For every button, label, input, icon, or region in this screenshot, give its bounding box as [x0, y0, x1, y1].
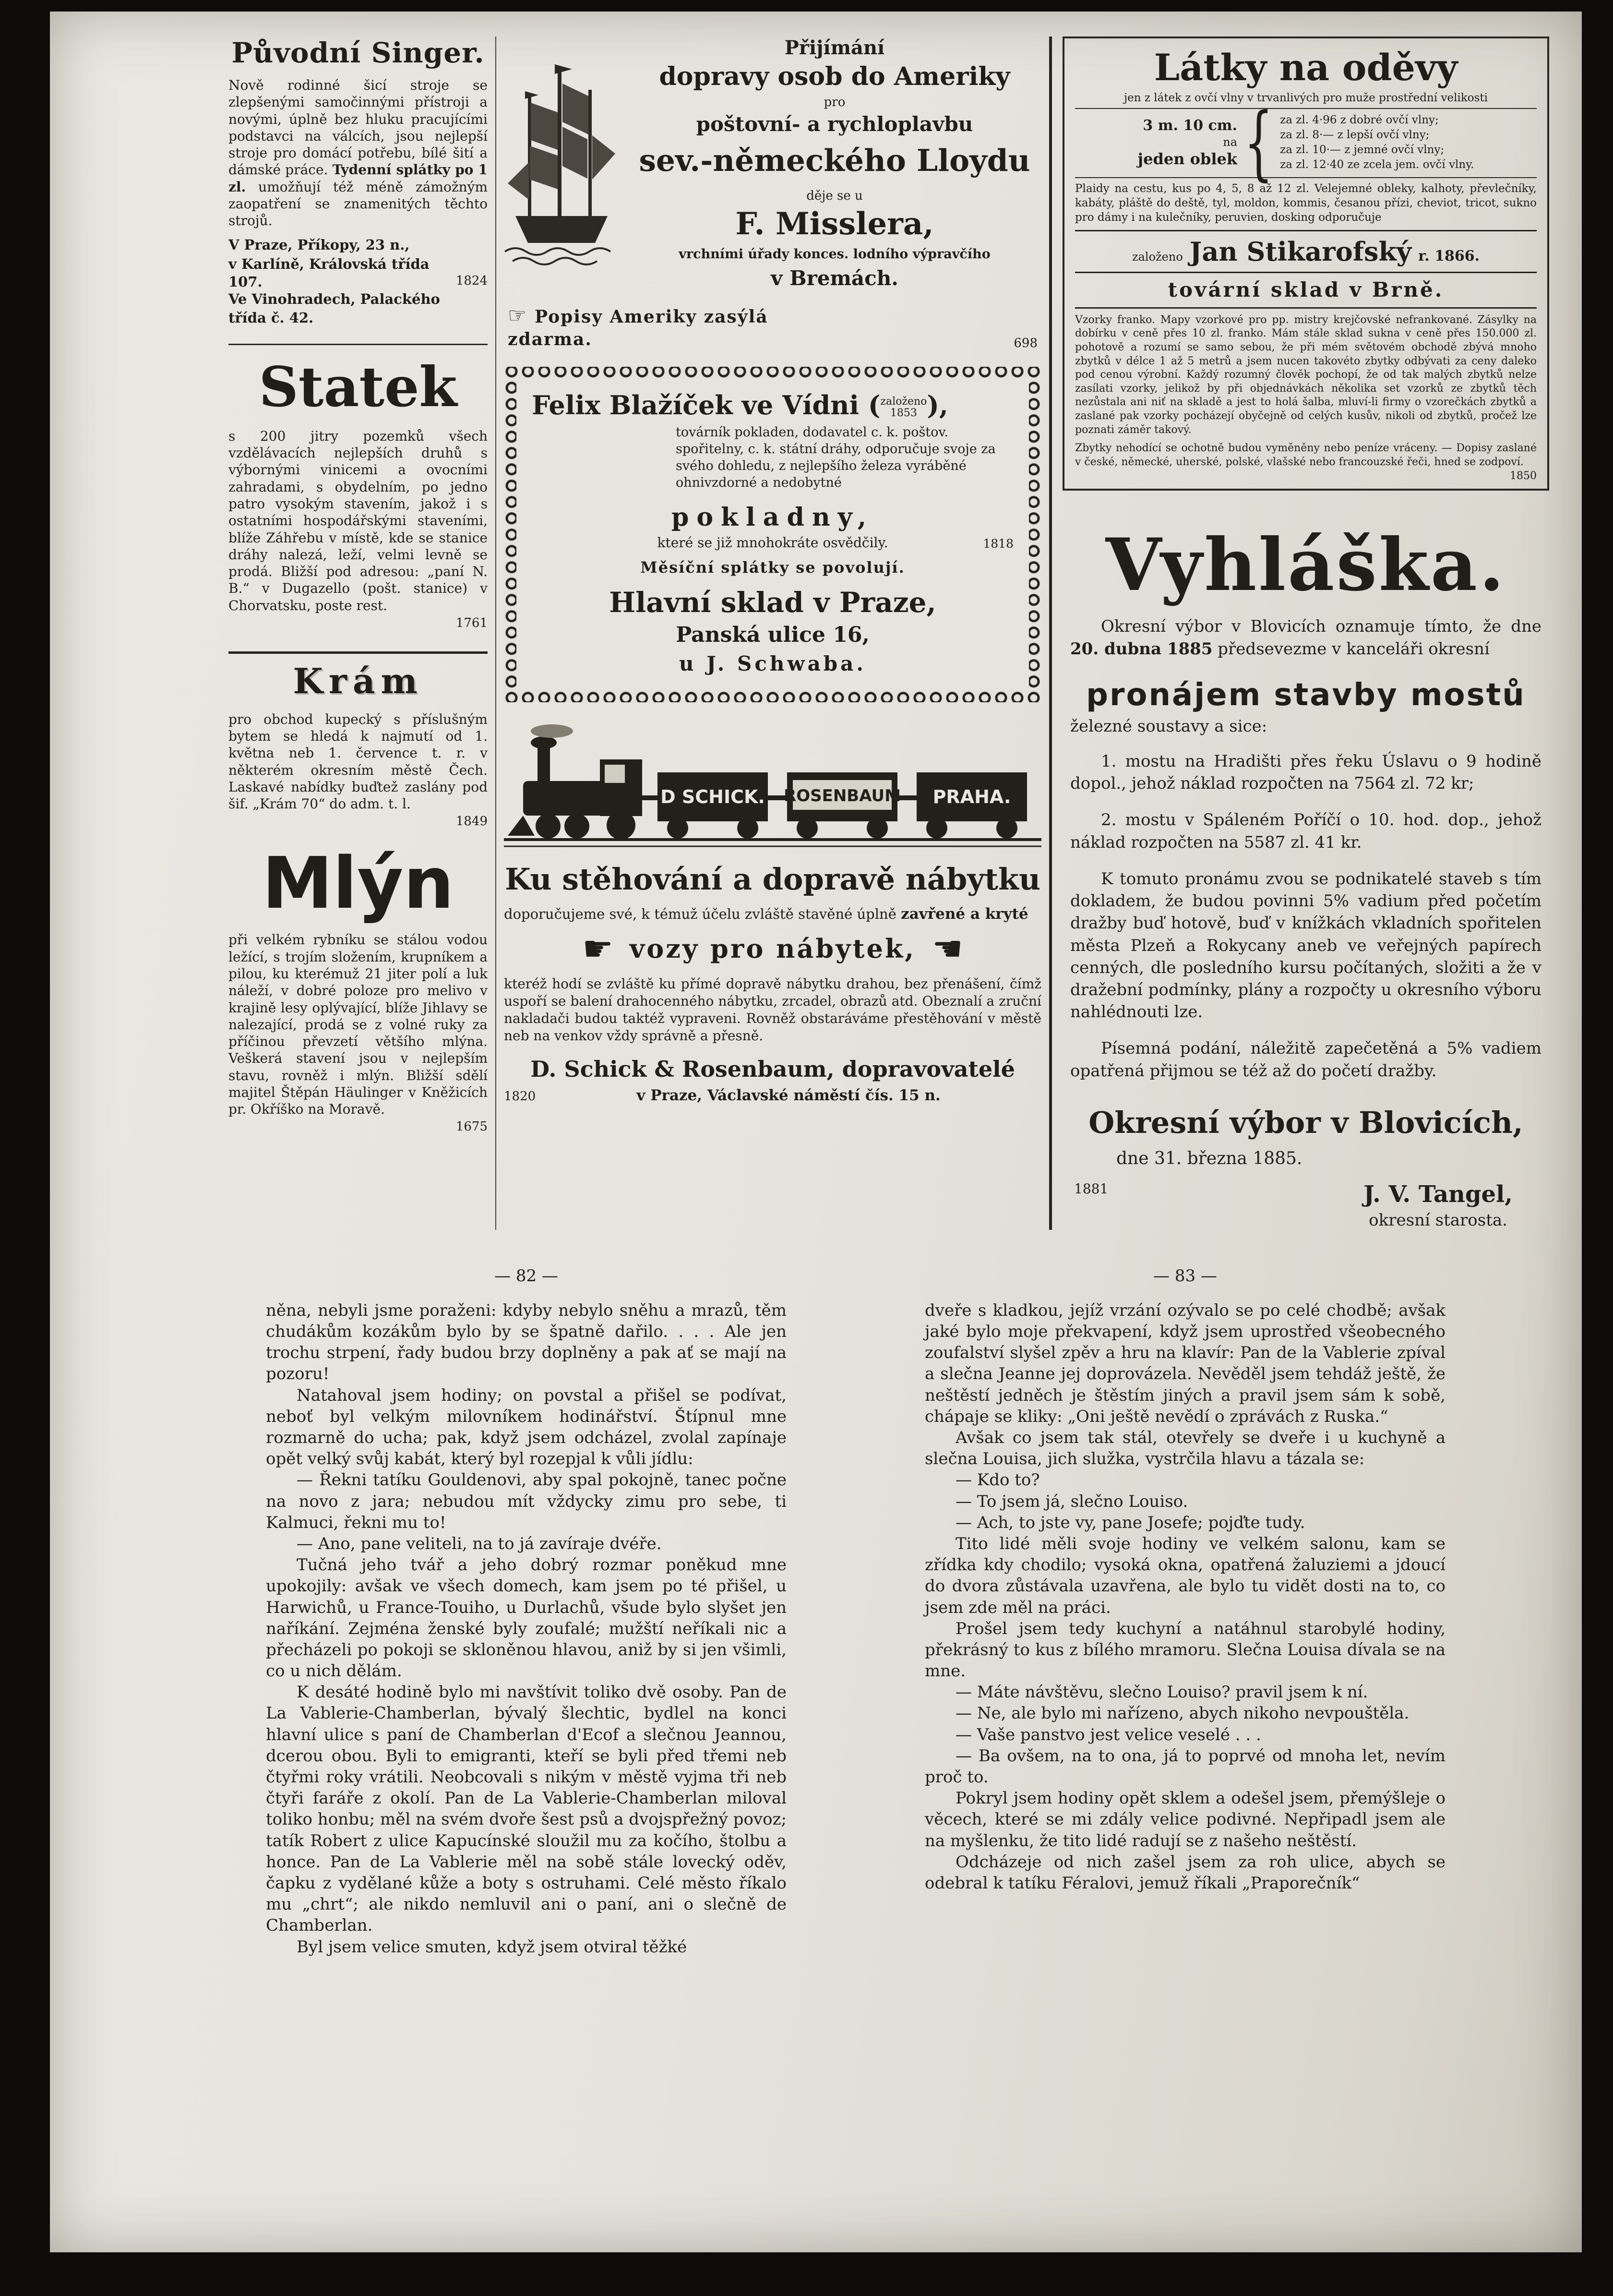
novel-paragraph: Tučná jeho tvář a jeho dobrý rozmar poněkud mne upokojily: avšak ve všech domech, kam jsem po té přišel, u Harwichů, u France-Touiho, u Durlachů, všude bylo slyšet jen naříkání. Zejména ženské byly zoufalé; mužští neříkali nic a přecházeli po pokoji se skloněnou hlavou, aniž by si jen všimli, co u nich dělám. — [266, 1555, 787, 1681]
ad-singer-addr3: Ve Vinohradech, Palackého — [228, 290, 440, 307]
notice-line: železné soustavy a sice: — [1070, 716, 1267, 736]
ad-latky-founder-row — [1075, 230, 1537, 273]
notice-subtitle: pronájem stavby mostů — [1086, 677, 1526, 713]
ad-statek — [228, 354, 488, 630]
ad-schick-addr-row — [504, 1087, 1041, 1104]
ad-latky-price-list — [1280, 113, 1474, 172]
ad-blazicek-founded-word: založeno — [880, 395, 927, 408]
ad-kram-body: pro obchod kupecký s příslušným bytem se hledá k najmutí od 1. května neb 1. července t. r. v některém okresním městě Čech. Laskavé nabídky buďtež zaslány pod šif. „Krám 70“ do adm. t. l. — [228, 711, 488, 812]
pointing-hand-left-icon: ☚ — [932, 928, 963, 969]
ad-lloyd-popisy-text — [508, 302, 768, 350]
notice-signature-row — [1070, 1181, 1541, 1230]
ad-schick-line1 — [504, 905, 1041, 923]
ad-blazicek-line1 — [532, 535, 1014, 551]
ad-blazicek-line5: u J. Schwaba. — [679, 652, 867, 676]
ad-schick-line1b: zavřené a kryté — [901, 905, 1028, 923]
novel-paragraph: — Ba ovšem, na to ona, já to poprvé od mnoha let, nevím proč to. — [925, 1746, 1446, 1787]
ad-singer-body2: umožňují též méně zámožným zaopatření se znamenitých těchto strojů. — [228, 179, 488, 229]
notice-signature — [1363, 1181, 1541, 1230]
notice-paragraph1 — [1070, 615, 1541, 660]
novel-paragraph: — Řekni tatíku Gouldenovi, aby spal pokojně, tanec počne na novo z jara; nebudou mít vždycky zimu pro sebe, ti Kalmuci, řekni mu to! — [266, 1470, 787, 1532]
ad-latky-small2: Zbytky nehodící se ochotně budou vyměněny nebo peníze vráceny. — Dopisy zaslané v české, německé, uherské, polské, vlašské nebo francouzské řeči, hned se zodpoví. — [1075, 442, 1537, 468]
novel-column-left — [266, 1266, 787, 1958]
column-rule-thick — [1049, 36, 1052, 1230]
ad-latky-measure3: jeden oblek — [1137, 149, 1237, 168]
ad-latky-small1: Vzorky franko. Mapy vzorkové pro pp. mistry krejčovské nefrankované. Zásylky na dobírku v ceně přes 10 zl. franko. Mám stále sklad sukna v ceně přes 150.000 zl. pohotově a rozumí se samo sebou, že při mém světovém obchodě zbývá mnoho zbytků v délce 1 až 5 metrů a jsem nucen takovéto zbytky odbývati za ceny daleko pod cenou výrobní. Každý rozumný člověk pochopí, že od tak malých zbytků nelze zasílati vzorky, jelikož by při objednávkách několika set vzorků ze zbytků těch nezůstala ani niť na skladě a jest to holá šalba, mluví-li firmy o vzorečkách zbytků a zaslané pak vzorky pocházejí obyčejně od celých kusův, nikoli od zbytků, pročež lze poznati záměr takový. — [1075, 313, 1537, 436]
ad-blazicek-founded-year: 1853 — [890, 407, 917, 419]
ad-lloyd-line2: dopravy osob do Ameriky — [659, 62, 1010, 91]
ad-blazicek-title-text: Felix Blažíček ve Vídni ( — [532, 390, 881, 421]
ad-lloyd-line6: děje se u — [806, 189, 863, 203]
ad-latky-title: Látky na oděvy — [1154, 46, 1458, 89]
ads-column-right — [1060, 36, 1549, 1230]
divider-rule — [228, 651, 488, 654]
ad-lloyd-name: F. Misslera, — [735, 206, 934, 242]
ad-lloyd-line1: Přijímání — [784, 36, 885, 59]
ad-schick-title: Ku stěhování a dopravě nábytku — [504, 862, 1041, 897]
ad-lloyd-popisy — [504, 302, 1041, 350]
ad-mlyn-body: při velkém rybníku se stálou vodou ležící, s trojím složením, krupníkem a pilou, ku kterémuž 21 jiter polí a luk náleží, v dobré poloze pro melivo v krajině lesy oplývající, blíže Jihlavy se nalezající, prodá se z volné ruky za příčinou převzetí většího mlýna. Veškerá stavení jsou v nejlepším stavu, rovněž i mlýn. Bližší sdělí majitel Štěpán Häulinger v Kněžicích pr. Okříško na Moravě. — [228, 932, 488, 1118]
novel-column-right — [925, 1266, 1446, 1958]
ad-schick-signature: D. Schick & Rosenbaum, dopravovatelé — [530, 1056, 1015, 1082]
ad-singer-addr4: třída č. 42. — [228, 309, 314, 326]
ad-singer-ref: 1824 — [455, 273, 488, 288]
ad-mlyn — [228, 842, 488, 1134]
ad-lloyd-popisy-line1: Popisy Ameriky zasýlá — [535, 307, 768, 327]
ad-singer-title: Původní Singer. — [231, 36, 485, 69]
notice-ref: 1881 — [1074, 1180, 1109, 1197]
ad-lloyd-line4: poštovní- a rychloplavbu — [696, 112, 973, 136]
ad-schick-line1a: doporučujeme své, k témuž účelu zvláště stavěné úplně — [504, 906, 901, 923]
ad-latky-price1: za zl. 4·96 z dobré ovčí vlny; — [1280, 114, 1439, 126]
page-number-right: — 83 — — [1153, 1266, 1217, 1286]
train-wagon1-label: D SCHICK. — [660, 786, 765, 808]
ad-schick-product: vozy pro nábytek, — [629, 933, 916, 964]
ad-latky-ref: 1850 — [1510, 470, 1537, 482]
ad-blazicek-founded — [880, 396, 927, 419]
ad-blazicek-title — [532, 392, 1014, 419]
ad-blazicek-line3: Hlavní sklad v Praze, — [609, 586, 936, 619]
ad-schick-address: v Praze, Václavské náměstí čís. 15 n. — [636, 1086, 941, 1104]
newspaper-page — [50, 12, 1582, 2252]
notice-signature-role: okresní starosta. — [1369, 1210, 1507, 1230]
novel-paragraph: — Vaše panstvo jest velice veselé . . . — [956, 1725, 1261, 1744]
ad-latky-measure2: na — [1223, 135, 1237, 149]
novel-paragraph: dveře s kladkou, jejíž vrzání ozývalo se po celé chodbě; avšak jaké bylo moje překvapení, když jsem uprostřed všeobecného zoufalství slyšel zpěv a hru na klavír: Pan de la Vablerie zpíval a slečna Jeanne jej doprovázela. Nevěděl jsem tehdáž ještě, že neštěstí jedněch je štěstím jiných a pravil jsem sám k sobě, chápaje se kliky: „Oni ještě nevědí o zprávách z Ruska.“ — [925, 1300, 1446, 1426]
novel-paragraph: — Ano, pane veliteli, na to já zavíraje dvéře. — [297, 1534, 662, 1553]
column-rule — [495, 36, 496, 1230]
ad-schick-ref: 1820 — [504, 1089, 536, 1104]
notice-vyhlaska — [1063, 523, 1549, 1230]
novel-paragraph: Odcházeje od nich zašel jsem za roh ulice, abych se odebral k tatíku Féralovi, jemuž říkali „Praporečník“ — [925, 1852, 1446, 1893]
ad-blazicek-body: továrník pokladen, dodavatel c. k. poštov. spořitelny, c. k. státní dráhy, odporučuje svoje za svého dohledu, z nejlepšího železa vyráběné ohnivzdorné a nedobytné — [676, 425, 996, 491]
ad-latky-price2: za zl. 8·— z lepší ovčí vlny; — [1280, 129, 1430, 142]
novel-paragraph: Prošel jsem tedy kuchyní a natáhnul starobylé hodiny, překrásný to kus z bílého mramoru. Slečna Louisa dívala se na mne. — [925, 1619, 1446, 1681]
ad-blazicek-ref: 1818 — [983, 537, 1014, 551]
notice-item1: 1. mostu na Hradišti přes řeku Úslavu o 9 hodině dopol., jehož náklad rozpočten na 7564 zl. 72 kr; — [1070, 751, 1541, 793]
ad-schick — [504, 719, 1041, 1104]
ad-lloyd-popisy-line2: zdarma. — [508, 329, 592, 349]
ad-latky — [1063, 36, 1549, 491]
ad-latky-subtitle: jen z látek z ovčí vlny v trvanlivých pro muže prostřední velikosti — [1124, 92, 1488, 104]
ad-statek-title: Statek — [259, 354, 457, 419]
notice-date: dne 31. března 1885. — [1116, 1148, 1302, 1168]
notice-signature-name: J. V. Tangel, — [1363, 1180, 1513, 1208]
ad-lloyd-line3: pro — [824, 95, 846, 109]
notice-item2: 2. mostu v Spáleném Poříčí o 10. hod. dop., jehož náklad rozpočten na 5587 zl. 41 kr. — [1070, 810, 1541, 852]
novel-paragraph: Pokryl jsem hodiny opět sklem a odešel jsem, přemýšleje o věcech, které se mi zdály velice podivné. Nepřipadl jsem ale na myšlenku, že tito lidé radují se z našeho neštěstí. — [925, 1789, 1446, 1851]
page-content — [228, 36, 1549, 1958]
ad-singer — [228, 36, 488, 327]
ad-kram-title: Krám — [293, 660, 423, 701]
ads-section — [228, 36, 1549, 1230]
ad-statek-ref: 1761 — [455, 615, 488, 630]
divider-rule — [228, 344, 488, 345]
notice-p1c: předsevezme v kanceláři okresní — [1212, 639, 1490, 659]
train-illustration — [504, 719, 1041, 853]
novel-paragraph: Tito lidé měli svoje hodiny ve velkém salonu, kam se zřídka kdy chodilo; vysoká okna, opatřená žaluziemi a jdoucí do dvora zůstávala uzavřena, ale bylo tu vidět dosti na to, co jsem zde měl na práci. — [925, 1534, 1446, 1617]
ad-mlyn-title: Mlýn — [262, 842, 454, 925]
train-wagon2-label: ROSENBAUM — [784, 786, 901, 806]
novel-paragraph: — Ach, to jste vy, pane Josefe; pojďte tudy. — [956, 1513, 1305, 1532]
ad-statek-body: s 200 jitry pozemků všech vzdělávacích nejlepších druhů s výbornými vinicemi a ovocními zahradami, s obydelním, po jedno patro vysokým stavením, jakož i s ostatními hospodářskými staveními, blíže Záhřebu v místě, kde se stanice dráhy nalezá, leží, velmi levně se prodá. Bližší pod adresou: „paní N. B.“ v Dugazello (pošt. stanice) v Chorvatsku, poste rest. — [228, 428, 488, 613]
ads-column-left — [228, 36, 488, 1230]
ad-singer-addr1: V Praze, Příkopy, 23 n., — [228, 237, 410, 253]
notice-org: Okresní výbor v Blovicích, — [1088, 1105, 1523, 1140]
ad-blazicek-title-close: ), — [927, 390, 948, 421]
notice-paragraph3: Písemná podání, náležitě zapečetěná a 5% vadiem opatřená přijmou se též až do početí dražby. — [1070, 1039, 1541, 1081]
ad-blazicek-line1-text: které se již mnohokráte osvědčily. — [657, 535, 888, 551]
train-wagon3-label: PRAHA. — [932, 786, 1011, 808]
ad-lloyd — [504, 36, 1041, 350]
ad-latky-price4: za zl. 12·40 ze zcela jem. ovčí vlny. — [1280, 158, 1474, 171]
ad-singer-addr-row — [228, 274, 488, 290]
notice-title: Vyhláška. — [1105, 523, 1506, 608]
ad-singer-body1: Nově rodinné šicí stroje se zlepšenými samočinnými přístroji a novými, úplně bez hluku pracujícími podstavci na válcích, jsou nejlepší stroje pro domácí potřebu, bílé šití a dámské práce. — [228, 77, 488, 178]
ad-mlyn-ref: 1675 — [455, 1119, 488, 1134]
novel-paragraph: K desáté hodině bylo mi navštívit toliko dvě osoby. Pan de La Vablerie-Chamberlan, bývalý šlechtic, bydlel na konci hlavní ulice s paní de Chamberlan d'Ecof a slečnou Jeannou, dcerou obou. Byli to emigranti, kteří se byli před třemi neb čtyřmi roky vrátili. Neobcovali s nikým v městě vyjma tři neb čtyři faráře z okolí. Pan de La Vablerie-Chamberlan miloval toliko honbu; měl na svém dvoře šest psů a dvojspřežný povoz; tatík Robert z ulice Kapucínské sloužil mu za kočího, štolbu a honce. Pan de La Vablerie měl na sobě stále lovecký oděv, čapku z vydělané kůže a boty s ostruhami. Celé město říkalo mu „chrt“; ale nikdo nemluvil ani o paní, ani o slečně de Chamberlan. — [266, 1683, 787, 1935]
ad-lloyd-line5: sev.-německého Lloydu — [639, 143, 1030, 178]
ad-schick-body: kteréž hodí se zvláště ku přímé dopravě nábytku drahou, bez přenášení, čímž uspoří se balení drahocenného nábytku, zrcadel, obrazů atd. Obeznalí a zruční nakladači budou taktéž vypraveni. Rovněž obstaráváme přestěhování v městě neb na venkov vždy správně a přesně. — [504, 976, 1041, 1044]
novel-paragraph: — Máte návštěvu, slečno Louiso? pravil jsem k ní. — [956, 1683, 1368, 1702]
ad-lloyd-line8: v Bremách. — [771, 266, 898, 290]
novel-paragraph: Natahoval jsem hodiny; on povstal a přišel se podívat, neboť byl velkým milovníkem hodinářství. Štípnul mne rozmarně do ucha; pak, když jsem odcházel, zvolal zapínaje opět velký svůj kabát, který byl rozepjal k vůli jídlu: — [266, 1385, 787, 1469]
ad-blazicek-line4: Panská ulice 16, — [676, 623, 870, 648]
ad-blazicek-inner — [516, 379, 1029, 690]
novel-paragraph: něna, nebyli jsme poraženi: kdyby nebylo sněhu a mrazů, těm chudákům kozákům bylo by se špatně dařilo. . . . Ale jen trochu strpení, řady budou brzy doplněny a pak ať se mají na pozoru! — [266, 1300, 787, 1384]
ad-latky-founded: založeno — [1132, 250, 1183, 264]
novel-paragraph: — To jsem já, slečno Louiso. — [956, 1491, 1188, 1511]
ad-singer-addr2-no: 107. — [228, 273, 263, 290]
novel-paragraph: Avšak co jsem tak stál, otevřely se dveře i u kuchyně a slečna Louisa, jich služka, vystrčila hlavu a tázala se: — [925, 1428, 1446, 1469]
ad-singer-body — [228, 77, 488, 229]
notice-paragraph2: K tomuto pronámu zvou se podnikatelé staveb s tím dokladem, že budou povinni 5% vadium před početím dražby buď hotově, buď v knížkách vkladních spořitelen města Plzeň a Rokycany aneb ve veřejných papírech cenných, dle posledního kursu počítaných, složiti a že v dražební podmínky, plány a rozpočty u okresního výboru nahlédnouti lze. — [1070, 869, 1541, 1022]
ad-blazicek-line2: Měsíční splátky se povolují. — [640, 558, 905, 577]
ad-singer-bold: Tydenní splátky po 1 zl. — [228, 162, 488, 195]
train-illustration-wrap — [504, 719, 1041, 855]
ad-latky-store: tovární sklad v Brně. — [1075, 273, 1537, 309]
ad-latky-price3: za zl. 10·— z jemné ovčí vlny; — [1280, 144, 1445, 156]
ad-latky-body: Plaidy na cestu, kus po 4, 5, 8 až 12 zl. Velejemné obleky, kalhoty, převlečníky, kabáty, pláště do deště, tyl, moldon, kommis, česanou přízi, cheviot, tricot, sukno pro dámy i na kulečníky, peruvien, dosking odporučuje — [1075, 177, 1537, 225]
ad-blazicek — [504, 367, 1041, 702]
novel-paragraph: Byl jsem velice smuten, když jsem otviral těžké — [297, 1937, 687, 1957]
ad-schick-product-row — [504, 928, 1041, 969]
brace-glyph: { — [1244, 96, 1274, 190]
ad-latky-measure — [1138, 117, 1237, 168]
ad-lloyd-ref: 698 — [1014, 336, 1038, 350]
ad-lloyd-line7: vrchními úřady konces. lodního výpravčího — [679, 247, 991, 262]
ad-kram — [228, 651, 488, 829]
pointing-hand-right-icon: ☛ — [582, 928, 613, 969]
ad-latky-year: r. 1866. — [1418, 247, 1480, 264]
novel-paragraph: — Kdo to? — [956, 1470, 1040, 1490]
ads-column-middle — [504, 36, 1041, 1230]
page-number-left: — 82 — — [494, 1266, 558, 1286]
pointing-hand-icon: ☞ — [508, 303, 528, 328]
ad-latky-measure1: 3 m. 10 cm. — [1143, 117, 1237, 134]
ad-singer-addr2: v Karlíně, Královská třída — [228, 255, 430, 272]
ship-illustration — [501, 39, 621, 270]
ad-kram-ref: 1849 — [455, 814, 488, 829]
notice-p1a: Okresní výbor v Blovicích oznamuje tímto, že dne — [1101, 617, 1541, 637]
ad-latky-name: Jan Stikarofský — [1189, 236, 1412, 267]
novel-section — [228, 1266, 1549, 1958]
novel-paragraph: — Ne, ale bylo mi nařízeno, abych nikoho nevpouštěla. — [956, 1704, 1410, 1723]
notice-date-bold: 20. dubna 1885 — [1070, 639, 1213, 659]
ad-blazicek-product: pokladny, — [671, 503, 874, 532]
